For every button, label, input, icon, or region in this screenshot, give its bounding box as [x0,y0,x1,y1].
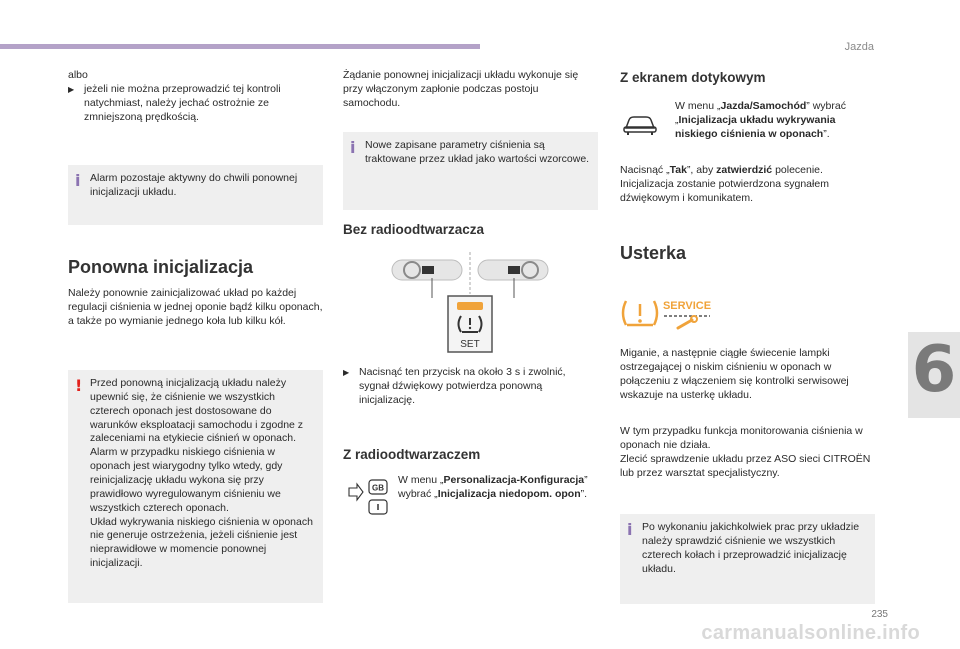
info-icon: i [350,138,356,157]
warning-box [68,370,323,603]
col2-bullet-block [343,366,598,408]
text-fragment: Inicjalizacja zostanie potwierdzona sygnałem dźwiękowym i komunikatem. [620,177,829,204]
menu-button-icon [345,478,389,518]
service-wrench-icon [678,316,697,328]
page-number: 235 [871,609,888,620]
fault-paragraph-2 [620,425,875,480]
confirm-label: zatwierdzić [716,164,773,176]
watermark: carmanualsonline.info [701,622,920,644]
section-title: Jazda [844,41,874,53]
text-fragment: W menu „ [675,100,721,112]
info-box [620,514,875,604]
info-text: Alarm pozostaje aktywny do chwili ponownej inicjalizacji układu. [90,172,298,198]
warning-text: Przed ponowną inicjalizacją układu należy upewnić się, że ciśnienie we wszystkich czterech oponach jest dostosowane do warunków eksploatacji samochodu i zgodne z zaleceniami na etykiecie ciśnień w oponach. Alarm w przypadku niskiego ciśnienia w oponach jest wiarygodny tylko wtedy, gdy reinicjalizację układu wykona się przy prawidłowo wyregulowanym ciśnieniu we wszystkich czterech oponach. Układ wykrywania niskiego ciśnienia w oponach nie generuje ostrzeżenia, jeżeli ciśnienie jest nieprawidłowe w momencie ponownej inicjalizacji. [90,377,313,570]
warning-icon: ! [75,376,83,395]
text-fragment: ” wybrać „ [398,474,588,500]
info-text: Po wykonaniu jakichkolwiek prac przy układzie należy sprawdzić ciśnienie we wszystkich czterech kołach i przeprowadzić inicjalizację układu. [642,521,860,575]
bullet-text: Nacisnąć ten przycisk na około 3 s i zwolnić, sygnał dźwiękowy potwierdza ponowną inicjalizację. [359,366,566,406]
text-fragment: ” wybrać „ [675,100,846,126]
set-button-led [457,302,483,310]
menu-name: Personalizacja-Konfiguracja [443,474,585,486]
heading-no-radio: Bez radioodtwarzacza [343,222,485,237]
touch-text [675,100,875,142]
text-fragment: W menu „ [398,474,444,486]
reinit-request-text: Żądanie ponownej inicjalizacji układu wykonuje się przy włączonym zapłonie podczas postoju samochodu. [343,69,579,109]
info-icon: i [627,520,633,539]
reinit-text: Należy ponownie zainicjalizować układ po każdej regulacji ciśnienia w jednej oponie bądź kilku oponach, a także po wymianie jednego koła lub kilku kół. [68,287,323,327]
info-box [343,132,598,210]
menu-item-name: Inicjalizacja niedopom. opon [437,487,581,500]
info-text: Nowe zapisane parametry ciśnienia są traktowane przez układ jako wartości wzorcowe. [365,139,590,165]
list-item [68,83,323,125]
menu-item-name: Inicjalizacja układu wykrywania niskiego ciśnienia w oponach [675,113,836,140]
fault-paragraph-1 [620,347,875,402]
bullet-icon: ▶ [68,84,75,94]
service-label: SERVICE [662,300,712,312]
fault-text-1: Miganie, a następnie ciągłe świecenie lampki ostrzegającej o niskim ciśnieniu w oponach w połączeniu z włączeniem się kontrolki serwisowej wskazuje na usterkę układu. [620,347,849,401]
confirm-paragraph [620,164,875,206]
set-label: SET [460,339,480,350]
radio-instruction [398,474,598,502]
confirm-text [620,164,875,206]
text-fragment: Nacisnąć „ [620,164,670,176]
gb-label: GB [372,483,384,493]
text-fragment: ”. [580,487,588,500]
radio-text [398,474,598,502]
info-box [68,165,323,225]
chapter-tab [908,332,960,418]
touch-instruction [675,100,875,142]
col2-paragraph [343,69,598,111]
fault-warning-lamps [620,296,712,332]
chapter-number: 6 [911,333,957,407]
bullet-icon: ▶ [343,368,350,377]
heading-reinit: Ponowna inicjalizacja [68,257,254,277]
bullet-text: jeżeli nie można przeprowadzić tej kontroli natychmiast, należy jechać ostrożnie ze zmniejszoną prędkością. [84,82,281,123]
fault-text-2: W tym przypadku funkcja monitorowania ciśnienia w oponach nie działa. Zlecić sprawdzenie układu przez ASO sieci CITROËN lub przez warsztat specjalistyczny. [620,425,871,479]
text-fragment: polecenie. [772,164,823,176]
info-icon: i [75,171,81,190]
intro-text: albo [68,69,88,81]
col1-intro-block [68,69,323,124]
tyre-pressure-icon [623,301,657,325]
list-item [343,366,598,408]
car-icon [622,114,658,136]
menu-name: Jazda/Samochód [720,100,807,112]
reinit-paragraph [68,287,323,329]
heading-touchscreen: Z ekranem dotykowym [620,70,766,85]
dashboard-illustration [390,252,550,356]
heading-radio: Z radioodtwarzaczem [343,447,481,462]
text-fragment: ”. [823,127,830,140]
text-fragment: ”, aby [686,164,717,176]
header-accent-bar [0,44,480,49]
heading-fault: Usterka [620,243,687,263]
tak-label: Tak [669,164,687,176]
